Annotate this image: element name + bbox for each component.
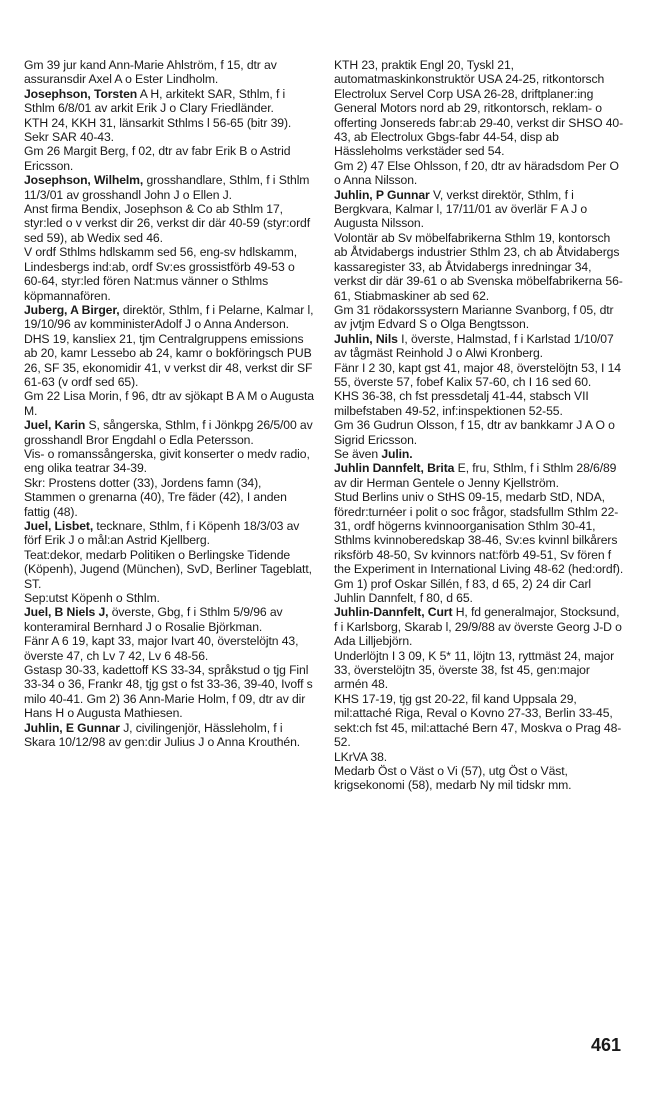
text-paragraph (24, 548, 314, 591)
entry-text: I, överste, Halmstad, f i Karlstad 1/10/07 av tågmäst Reinhold J o Alwi Kronberg. (334, 331, 614, 361)
entry-text: KTH 24, KKH 31, länsarkit Sthlms l 56-65 (bitr 39). (24, 115, 292, 130)
entry-text: LKrVA 38. (334, 749, 388, 764)
entry-paragraph (334, 188, 624, 231)
entry-text: Fänr I 2 30, kapt gst 41, major 48, överstelöjtn 53, I 14 55, överste 57, fobef Kalix 57-60, ch I 16 sed 60. (334, 360, 621, 389)
entry-text: Gm 1) prof Oskar Sillén, f 83, d 65, 2) 24 dir Carl Juhlin Dannfelt, f 80, d 65. (334, 576, 592, 606)
text-paragraph (334, 692, 624, 750)
entry-text: V ordf Sthlms hdlskamm sed 56, eng-sv hdlskamm, Lindesbergs ind:ab, ordf Sv:es grossistförb 49-53 o 60-64, styr:led fören Nat:mus vänner o Sthlms köpmannafören. (24, 245, 298, 303)
text-paragraph (24, 58, 314, 87)
text-paragraph (24, 476, 314, 519)
entry-name: Juel, Lisbet, (24, 519, 94, 533)
entry-text: DHS 19, kansliex 21, tjm Centralgruppens emissions ab 20, kamr Lessebo ab 24, kamr o bokföringsch PUB 26, SF 35, ekonomidir 41, v verkst dir 48, verkst dir SF 61-63 (v ordf sed 65). (24, 331, 313, 389)
entry-text: Anst firma Bendix, Josephson & Co ab Sthlm 17, styr:led o v verkst dir 26, verkst dir där 40-59 (styr:ordf sed 59), ab Wedix sed 46. (24, 202, 311, 245)
entry-text: Gm 39 jur kand Ann-Marie Ahlström, f 15, dtr av assuransdir Axel A o Ester Lindholm. (24, 58, 277, 87)
text-paragraph (334, 490, 624, 576)
text-paragraph (334, 303, 624, 332)
entry-text: Gm 26 Margit Berg, f 02, dtr av fabr Erik B o Astrid Ericsson. (24, 144, 291, 173)
text-paragraph (24, 130, 314, 144)
entry-text: Volontär ab Sv möbelfabrikerna Sthlm 19, kontorsch ab Åtvidabergs industrier Sthlm 23, ch ab Åtvidabergs kassaregister 33, ab Åtvidabergs inredningar 34, verkst dir där 39-61 o ab Svenska möbelfabrikerna 56-61, Stiabmaskiner ab sed 62. (334, 230, 623, 303)
entry-paragraph (24, 519, 314, 548)
entry-text: Medarb Öst o Väst o Vi (57), utg Öst o Väst, krigsekonomi (58), medarb Ny mil tidskr mm. (334, 763, 572, 793)
text-paragraph (334, 447, 624, 461)
entry-name: Josephson, Wilhelm, (24, 173, 144, 188)
entry-text: KTH 23, praktik Engl 20, Tyskl 21, automatmaskinkonstruktör USA 24-25, ritkontorsch Electrolux Servel Corp USA 26-28, driftplaner:ing General Motors nord ab 29, ritkontorsch, reklam- o offerting Jonsereds fabr:ab 29-40, verkst dir SHSO 40-43, ab Electrolux Gbgs-fabr 44-54, disp ab Hässleholms verkstäder sed 54. (334, 58, 624, 159)
entry-paragraph (334, 605, 624, 648)
entry-text: Sep:utst Köpenh o Sthlm. (24, 591, 160, 606)
text-paragraph (334, 58, 624, 159)
entry-paragraph (24, 418, 314, 447)
entry-text: överste, Gbg, f i Sthlm 5/9/96 av konteramiral Bernhard J o Rosalie Björkman. (24, 605, 283, 634)
entry-text: E, fru, Sthlm, f i Sthlm 28/6/89 av dir Herman Gentele o Jenny Kjellström. (334, 461, 617, 490)
entry-name: Juberg, A Birger, (24, 302, 120, 317)
left-column (24, 58, 314, 750)
text-paragraph (334, 577, 624, 606)
entry-paragraph (334, 332, 624, 361)
entry-text: direktör, Sthlm, f i Pelarne, Kalmar l, 19/10/96 av komministerAdolf J o Anna Anderson. (24, 302, 314, 332)
text-paragraph (334, 231, 624, 303)
entry-text: S, sångerska, Sthlm, f i Jönkpg 26/5/00 av grosshandl Bror Engdahl o Edla Petersson. (24, 418, 313, 447)
text-paragraph (24, 332, 314, 390)
text-paragraph (24, 202, 314, 245)
text-paragraph (24, 245, 314, 303)
text-paragraph (24, 389, 314, 418)
entry-text: Gstasp 30-33, kadettoff KS 33-34, språkstud o tjg Finl 33-34 o 36, Frankr 48, tjg gst o fst 33-36, 39-40, Ivoff s milo 40-41. Gm 2) 36 Ann-Marie Holm, f 09, dtr av dir Hans H o Augusta Mathiesen. (24, 663, 313, 721)
text-paragraph (334, 750, 624, 764)
entry-text: H, fd generalmajor, Stocksund, f i Karlsborg, Skarab l, 29/9/88 av överste Georg J-D o Ada Lilljebjörn. (334, 605, 622, 649)
text-paragraph (334, 764, 624, 793)
entry-name: Juhlin, Nils (334, 331, 398, 346)
entry-paragraph (24, 173, 314, 202)
entry-paragraph (24, 87, 314, 116)
entry-name: Juel, Karin (24, 418, 86, 433)
entry-text: tecknare, Sthlm, f i Köpenh 18/3/03 av förf Erik J o mål:an Astrid Kjellberg. (24, 519, 300, 548)
entry-text: Gm 31 rödakorssystern Marianne Svanborg, f 05, dtr av jvtjm Edvard S o Olga Bengtsson. (334, 302, 614, 332)
entry-text: KHS 36-38, ch fst pressdetalj 41-44, stabsch VII milbefstaben 49-52, inf:inspektionen 52-55. (334, 389, 589, 418)
entry-name: Juhlin-Dannfelt, Curt (334, 605, 453, 620)
text-paragraph (334, 649, 624, 692)
right-column (334, 58, 624, 793)
page-number: 461 (591, 1035, 622, 1055)
entry-text: KHS 17-19, tjg gst 20-22, fil kand Uppsala 29, mil:attaché Riga, Reval o Kovno 27-33, Berlin 33-45, sekt:ch fst 45, mil:attaché Bern 47, Moskva o Prag 48-52. (334, 691, 622, 750)
entry-text: Fänr A 6 19, kapt 33, major Ivart 40, överstelöjtn 43, överste 47, ch Lv 7 42, Lv 6 48-56. (24, 634, 299, 663)
text-paragraph (334, 418, 624, 447)
entry-text: Vis- o romanssångerska, givit konserter o medv radio, eng olika teatrar 34-39. (24, 446, 310, 476)
entry-text: A H, arkitekt SAR, Sthlm, f i Sthlm 6/8/01 av arkit Erik J o Clary Friedländer. (24, 86, 286, 116)
entry-paragraph (334, 461, 624, 490)
text-paragraph (24, 116, 314, 130)
entry-name: Juhlin Dannfelt, Brita (334, 461, 455, 476)
entry-name: Juel, B Niels J, (24, 605, 109, 620)
entry-text: Gm 36 Gudrun Olsson, f 15, dtr av bankkamr J A O o Sigrid Ericsson. (334, 418, 615, 447)
entry-text: Teat:dekor, medarb Politiken o Berlingske Tidende (Köpenh), Jugend (München), SvD, Berliner Tageblatt, ST. (24, 547, 312, 591)
entry-text: Sekr SAR 40-43. (24, 130, 114, 145)
entry-text: Stud Berlins univ o StHS 09-15, medarb StD, NDA, föredr:turnéer i polit o soc frågor, stadsfullm Sthlm 22-31, ordf högerns kvinnoorganisation Sthlm 30-41, Sthlms kvinnoberedskap 38-46, Sv:es kvinnl bilkårers riksförb 48-50, Sv kvinnors nat:förb 49-51, Sv fören f the Experiment in International Living 48-62 (hed:ordf). (334, 490, 624, 577)
entry-text: Skr: Prostens dotter (33), Jordens famn (34), Stammen o grenarna (40), Tre fäder (42), I anden fattig (48). (24, 475, 287, 519)
entry-text: Gm 2) 47 Else Ohlsson, f 20, dtr av häradsdom Per O o Anna Nilsson. (334, 158, 619, 188)
entry-text: V, verkst direktör, Sthlm, f i Bergkvara, Kalmar l, 17/11/01 av överlär F A J o Augusta Nilsson. (334, 187, 588, 231)
entry-paragraph (24, 721, 314, 750)
entry-name: Juhlin, P Gunnar (334, 187, 430, 202)
text-paragraph (24, 591, 314, 605)
entry-text: grosshandlare, Sthlm, f i Sthlm 11/3/01 av grosshandl John J o Ellen J. (24, 173, 310, 202)
text-paragraph (334, 159, 624, 188)
entry-paragraph (24, 303, 314, 332)
text-paragraph (24, 634, 314, 663)
entry-text: Gm 22 Lisa Morin, f 96, dtr av sjökapt B A M o Augusta M. (24, 389, 314, 418)
entry-text: Se även (334, 446, 382, 461)
entry-name: Juhlin, E Gunnar (24, 720, 120, 735)
entry-text: Underlöjtn I 3 09, K 5* 11, löjtn 13, ryttmäst 24, major 33, överstelöjtn 35, överste 38, fst 45, gen:major armén 48. (334, 648, 615, 692)
entry-name: Josephson, Torsten (24, 86, 138, 101)
text-paragraph (334, 389, 624, 418)
cross-reference: Julin. (381, 446, 413, 461)
entry-paragraph (24, 605, 314, 634)
text-paragraph (24, 447, 314, 476)
entry-text: J, civilingenjör, Hässleholm, f i Skara 10/12/98 av gen:dir Julius J o Anna Krouthén. (24, 720, 301, 750)
text-paragraph (334, 361, 624, 390)
text-paragraph (24, 663, 314, 721)
text-paragraph (24, 144, 314, 173)
